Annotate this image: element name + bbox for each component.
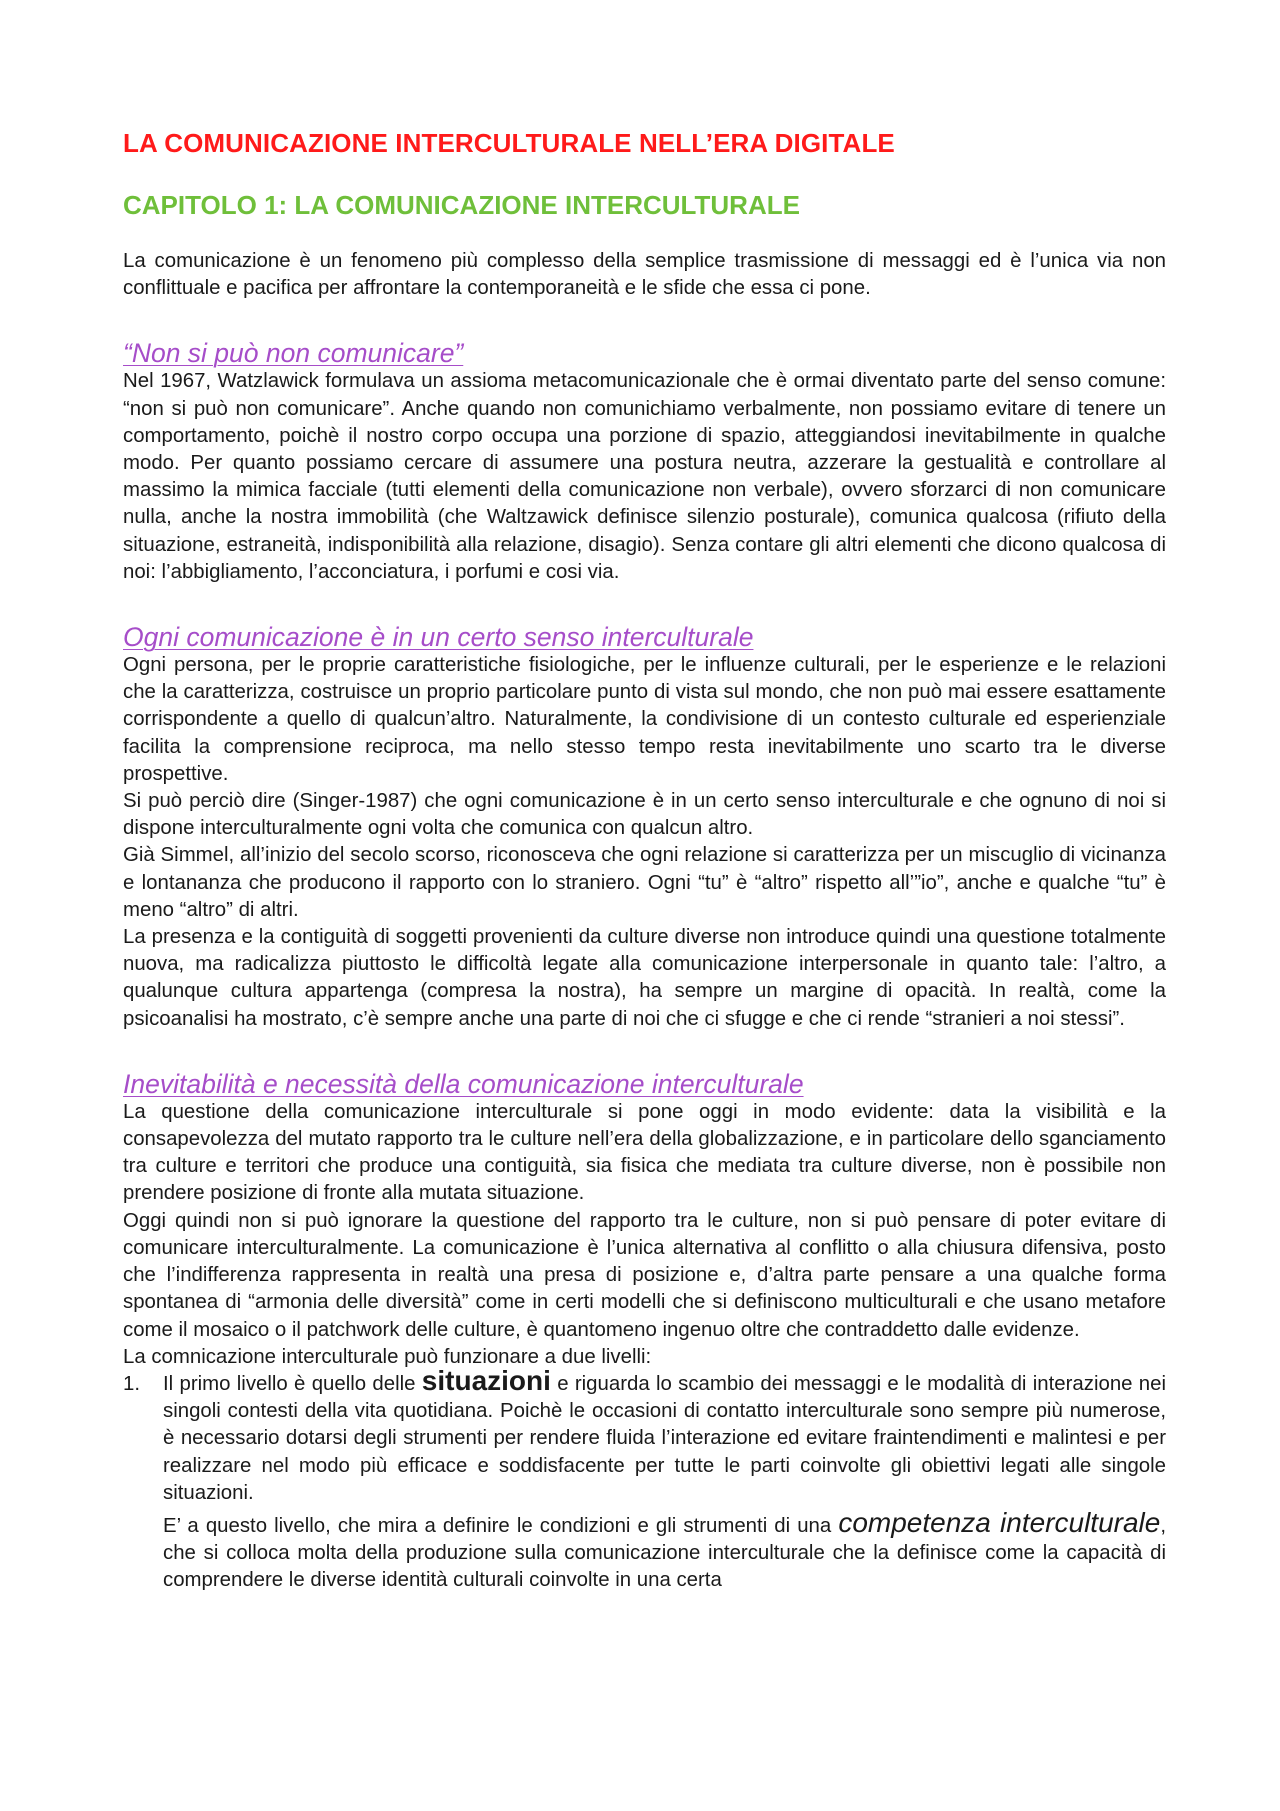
section-ogni-comunicazione-interculturale	[123, 622, 1166, 1033]
body-paragraph: Nel 1967, Watzlawick formulava un assioma metacomunicazionale che è ormai diventato parte del senso comune: “non si può non comunicare”. Anche quando non comunichiamo verbalmente, non possiamo evitare di tenere un comportamento, poichè il nostro corpo occupa una porzione di spazio, atteggiandosi inevitabilmente in qualche modo. Per quanto possiamo cercare di assumere una postura neutra, azzerare la gestualità e controllare al massimo la mimica facciale (tutti elementi della comunicazione non verbale), ovvero sforzarci di non comunicare nulla, anche la nostra immobilità (che Waltzawick definisce silenzio posturale), comunica qualcosa (rifiuto della situazione, estraneità, indisponibilità alla relazione, disagio). Senza contare gli altri elementi che dicono qualcosa di noi: l’abbigliamento, l’acconciatura, i porfumi e cosi via.	[123, 370, 1166, 583]
body-paragraph: La comnicazione interculturale può funzionare a due livelli:	[123, 1345, 652, 1368]
body-paragraph: Si può perciò dire (Singer-1987) che ogni comunicazione è in un certo senso interculturale e che ognuno di noi si dispone interculturalmente ogni volta che comunica con qualcun altro.	[123, 790, 1166, 840]
emphasis-term: competenza interculturale	[838, 1506, 1161, 1538]
emphasis-term: situazioni	[421, 1364, 551, 1396]
body-paragraph: La presenza e la contiguità di soggetti provenienti da culture diverse non introduce quindi una questione totalmente nuova, ma radicalizza piuttosto le difficoltà legate alla comunicazione interpersonale in quanto tale: l’altro, a qualunque cultura appartenga (compresa la nostra), ha sempre un margine di opacità. In realtà, come la psicoanalisi ha mostrato, c’è sempre anche una parte di noi che ci sfugge e che ci rende “stranieri a noi stessi”.	[123, 926, 1166, 1030]
section-heading: Inevitabilità e necessità della comunicazione interculturale	[123, 1068, 804, 1099]
body-paragraph: La questione della comunicazione interculturale si pone oggi in modo evidente: data la visibilità e la consapevolezza del mutato rapporto tra le culture nell’era della globalizzazione, e in particolare dello sganciamento tra culture e territori che produce una contiguità, sia fisica che mediata tra culture diverse, non è possibile non prendere posizione di fronte alla mutata situazione.	[123, 1100, 1166, 1205]
document-title: LA COMUNICAZIONE INTERCULTURALE NELL’ERA DIGITALE	[123, 128, 895, 158]
list-paragraph	[163, 1364, 1167, 1507]
list-paragraph	[163, 1506, 1166, 1595]
document-body	[123, 248, 1166, 1595]
list-number: 1.	[123, 1372, 141, 1395]
list-text: Il primo livello è quello delle	[163, 1372, 422, 1395]
section-non-si-puo-non-comunicare	[123, 338, 1166, 586]
list-text: E’ a questo livello, che mira a definire le condizioni e gli strumenti di una	[163, 1514, 839, 1537]
body-paragraph: Oggi quindi non si può ignorare la questione del rapporto tra le culture, non si può pensare di poter evitare di comunicare interculturalmente. La comunicazione è l’unica alternativa al conflitto o alla chiusura difensiva, posto che l’indifferenza rappresenta in realtà una presa di posizione e, d’altra parte pensare a una qualche forma spontanea di “armonia delle diversità” come in certi modelli che si definiscono multiculturali e che usano metafore come il mosaico o il patchwork delle culture, è quantomeno ingenuo oltre che contraddetto dalle evidenze.	[123, 1209, 1166, 1341]
body-paragraph: Già Simmel, all’inizio del secolo scorso, riconosceva che ogni relazione si caratterizza per un miscuglio di vicinanza e lontananza che producono il rapporto con lo straniero. Ogni “tu” è “altro” rispetto all’”io”, anche e qualche “tu” è meno “altro” di altri.	[123, 844, 1166, 921]
intro-paragraph: La comunicazione è un fenomeno più complesso della semplice trasmissione di messaggi ed è l’unica via non conflittuale e pacifica per affrontare la contemporaneità e le sfide che essa ci pone.	[123, 250, 1166, 300]
list-item	[123, 1364, 1167, 1595]
list-text: e riguarda lo scambio dei messaggi e le modalità di interazione nei singoli contesti della vita quotidiana. Poichè le occasioni di contatto interculturale sono sempre più numerose, è necessario dotarsi degli strumenti per rendere fluida l’interazione ed evitare fraintendimenti e malintesi e per realizzare nel modo più efficace e soddisfacente per tutte le parti coinvolte gli obiettivi legati alle singole situazioni.	[163, 1372, 1167, 1504]
section-inevitabilita-necessita	[123, 1069, 1166, 1595]
levels-list	[123, 1364, 1167, 1595]
list-text: , che si colloca molta della produzione sulla comunicazione interculturale che la definisce come la capacità di comprendere le diverse identità culturali coinvolte in una certa	[163, 1514, 1166, 1592]
chapter-title: CAPITOLO 1: LA COMUNICAZIONE INTERCULTURALE	[123, 190, 800, 220]
body-paragraph: Ogni persona, per le proprie caratteristiche fisiologiche, per le influenze culturali, per le esperienze e le relazioni che la caratterizza, costruisce un proprio particolare punto di vista sul mondo, che non può mai essere esattamente corrispondente a quello di qualcun’altro. Naturalmente, la condivisione di un contesto culturale ed esperienziale facilita la comprensione reciproca, ma nello stesso tempo resta inevitabilmente uno scarto tra le diverse prospettive.	[123, 654, 1166, 785]
section-heading: “Non si può non comunicare”	[123, 338, 464, 369]
section-heading: Ogni comunicazione è in un certo senso interculturale	[123, 622, 754, 653]
